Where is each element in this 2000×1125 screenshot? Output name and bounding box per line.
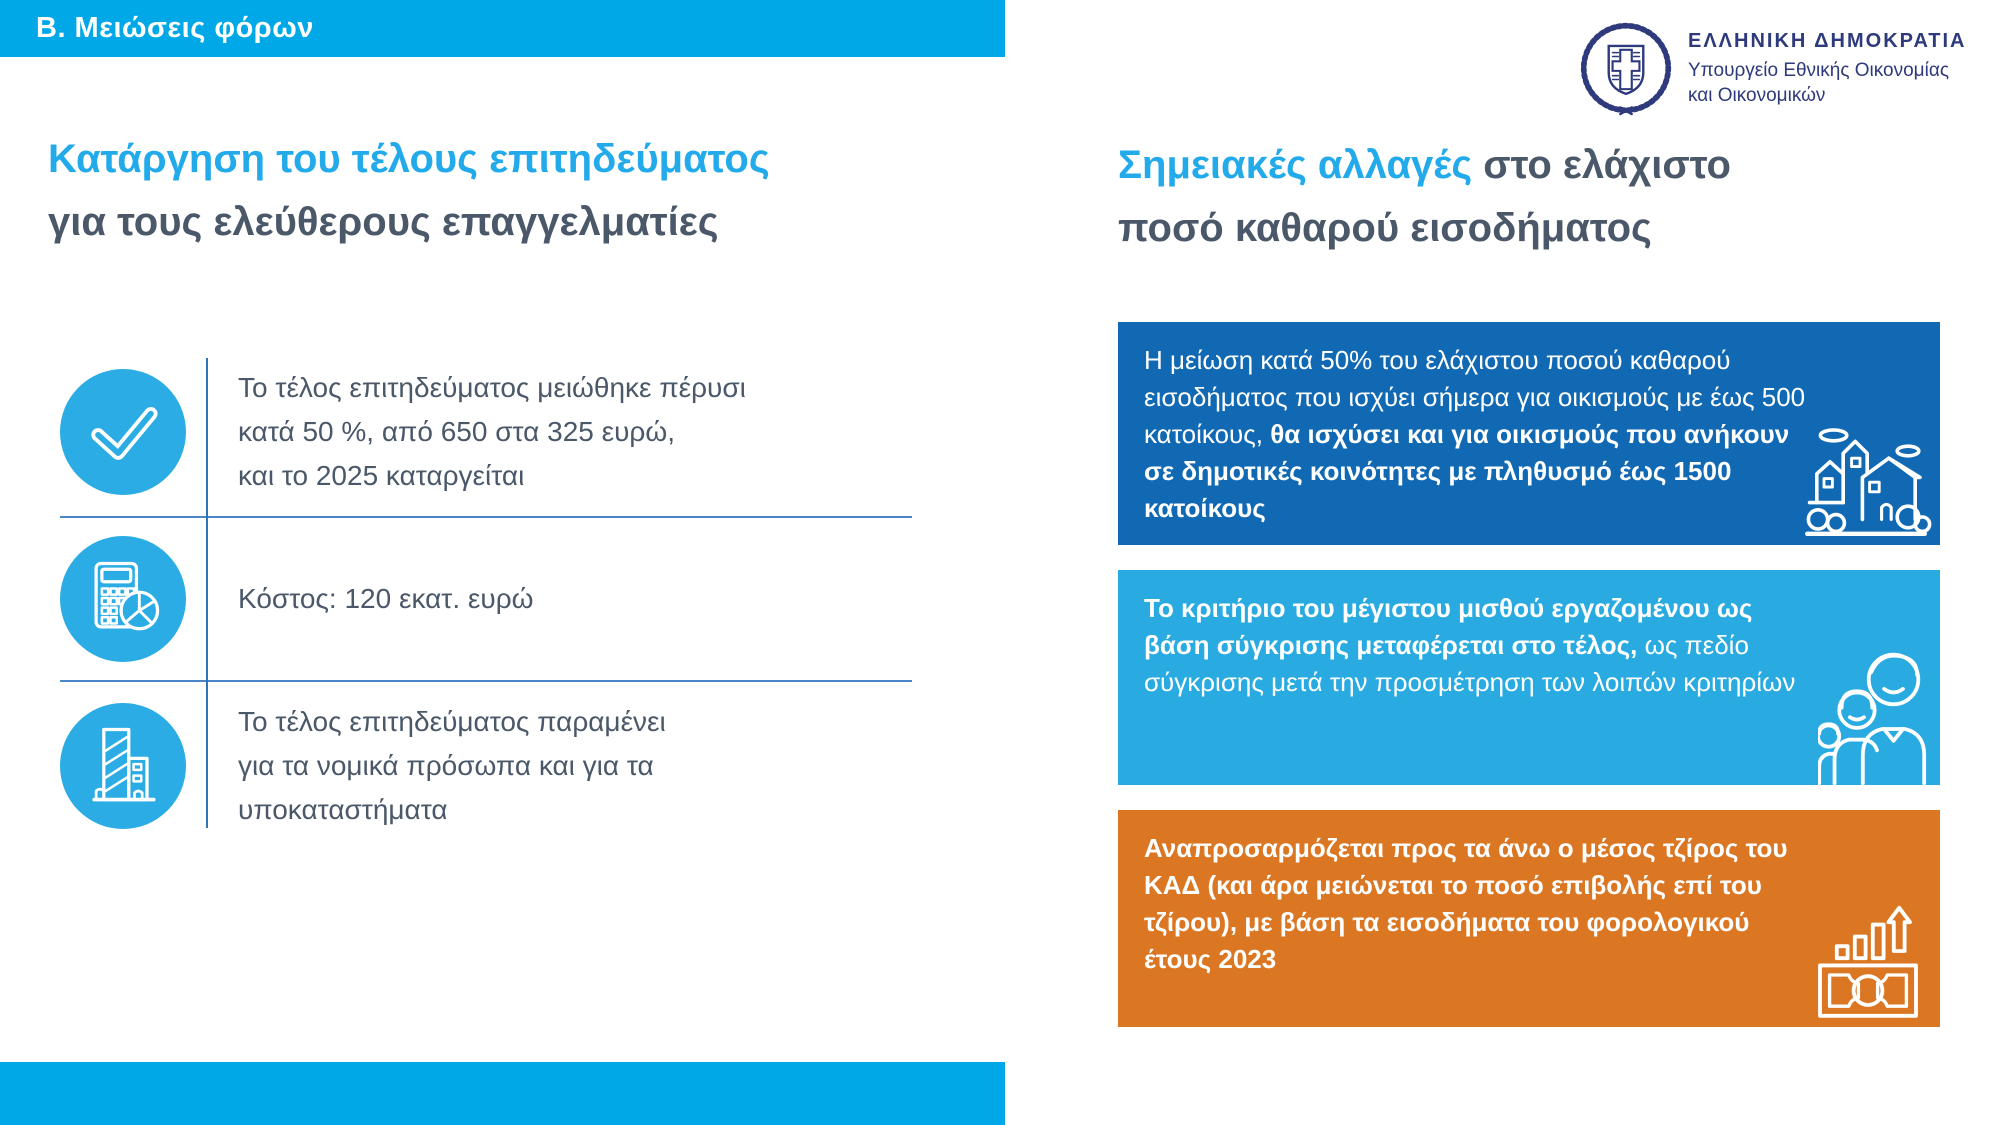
info-box-turnover	[1118, 810, 1940, 1027]
list-item	[60, 348, 912, 518]
village-icon	[1800, 421, 1932, 539]
bottom-bar	[0, 1062, 1005, 1125]
top-bar	[0, 0, 1005, 57]
right-title-line1	[1118, 134, 1731, 197]
right-info-boxes	[1118, 322, 1940, 1052]
right-title	[1118, 134, 1731, 260]
right-title-line2: ποσό καθαρού εισοδήματος	[1118, 206, 1652, 250]
list-item	[60, 518, 912, 682]
info-box-salary-criterion	[1118, 570, 1940, 785]
check-icon	[60, 369, 186, 495]
list-item-text: Το τέλος επιτηδεύματος παραμένει για τα νομικά πρόσωπα και για τα υποκαταστήματα	[238, 706, 666, 825]
government-logo	[1578, 20, 1967, 116]
info-box-text-bold: Αναπροσαρμόζεται προς τα άνω ο μέσος τζίρος του ΚΑΔ (και άρα μειώνεται το ποσό επιβολής επί του τζίρου), με βάση τα εισοδήματα του φορολογικού έτους 2023	[1144, 833, 1788, 974]
info-box-text-bold: θα ισχύσει και για οικισμούς που ανήκουν σε δημοτικές κοινότητες με πληθυσμό έως 1500 κατοίκους	[1144, 419, 1790, 523]
right-title-rest: στο ελάχιστο	[1472, 143, 1731, 187]
list-item-text: Κόστος: 120 εκατ. ευρώ	[238, 583, 534, 614]
left-checklist	[60, 348, 912, 850]
money-growth-icon	[1796, 891, 1928, 1019]
vertical-divider	[206, 358, 208, 828]
logo-ministry-line1: Υπουργείο Εθνικής Οικονομίας	[1688, 60, 1949, 81]
info-box-text: Η μείωση κατά 50% του ελάχιστου ποσού καθαρού εισοδήματος που ισχύει σήμερα για οικισμούς με έως 500 κατοίκους,	[1144, 345, 1806, 449]
info-box-text-bold: Το κριτήριο του μέγιστου μισθού εργαζομένου ως βάση σύγκρισης μεταφέρεται στο τέλος,	[1144, 593, 1753, 660]
logo-ministry-line2: και Οικονομικών	[1688, 85, 1826, 106]
family-icon	[1818, 637, 1936, 785]
greek-coat-of-arms-icon	[1578, 20, 1674, 116]
list-item-text: Το τέλος επιτηδεύματος μειώθηκε πέρυσι κατά 50 %, από 650 στα 325 ευρώ, και το 2025 καταργείται	[238, 372, 746, 491]
left-title-rest: για τους ελεύθερους επαγγελματίες	[48, 200, 719, 244]
info-box-settlements	[1118, 322, 1940, 545]
list-item	[60, 682, 912, 850]
building-icon	[60, 703, 186, 829]
left-title	[48, 128, 770, 254]
section-label: Β. Μειώσεις φόρων	[36, 12, 314, 44]
right-title-highlight: Σημειακές αλλαγές	[1118, 143, 1473, 187]
left-title-highlight: Κατάργηση του τέλους επιτηδεύματος	[48, 137, 770, 181]
info-box-text: ως πεδίο σύγκρισης μετά την προσμέτρηση των λοιπών κριτηρίων	[1144, 630, 1796, 697]
calculator-pie-icon	[60, 536, 186, 662]
logo-country-name: ΕΛΛΗΝΙΚΗ ΔΗΜΟΚΡΑΤΙΑ	[1688, 30, 1967, 52]
